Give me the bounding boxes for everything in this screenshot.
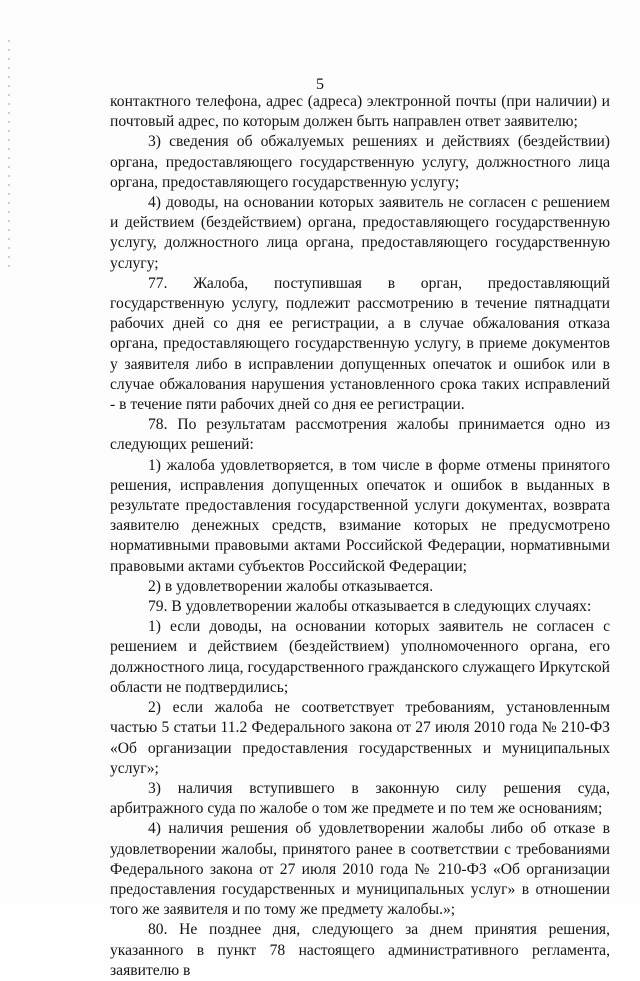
paragraph-78-item-1: 1) жалоба удовлетворяется, в том числе в форме отмены принятого решения, исправления допущенных опечаток и ошибок в выданных в результате предоставления государственной услуги документах, возврата заявителю денежных средств, взимание которых не предусмотрено нормативными правовыми актами Российской Федерации, нормативными правовыми актами субъектов Российской Федерации; — [110, 456, 610, 575]
document-body — [110, 92, 610, 981]
paragraph-78: 78. По результатам рассмотрения жалобы принимается одно из следующих решений: — [110, 416, 610, 454]
paragraph-continuation: контактного телефона, адрес (адреса) электронной почты (при наличии) и почтовый адрес, по которым должен быть направлен ответ заявителю; — [110, 93, 610, 131]
paragraph-item-3: 3) сведения об обжалуемых решениях и действиях (бездействии) органа, предоставляющего государственную услугу, должностного лица органа, предоставляющего государственную услугу; — [110, 133, 610, 191]
paragraph-item-4: 4) доводы, на основании которых заявитель не согласен с решением и действием (бездействием) органа, предоставляющего государственную услугу, должностного лица органа, предоставляющего государственную услугу; — [110, 194, 610, 272]
paragraph-79-item-2: 2) если жалоба не соответствует требованиям, установленным частью 5 статьи 11.2 Федерального закона от 27 июля 2010 года № 210-ФЗ «Об организации предоставления государственных и муниципальных услуг»; — [110, 699, 610, 777]
scan-edge-mark — [8, 40, 10, 270]
paragraph-79-item-3: 3) наличия вступившего в законную силу решения суда, арбитражного суда по жалобе о том же предмете и по тем же основаниям; — [110, 779, 610, 818]
paragraph-79: 79. В удовлетворении жалобы отказывается в следующих случаях: — [148, 598, 592, 616]
paragraph-79-item-4: 4) наличия решения об удовлетворении жалобы либо об отказе в удовлетворении жалобы, принятого ранее в соответствии с требованиями Федерального закона от 27 июля 2010 года № 210-ФЗ «Об организации предоставления государственных и муниципальных услуг» в отношении того же заявителя и по тому же предмету жалобы.»; — [110, 820, 610, 919]
page-number: 5 — [316, 76, 324, 93]
paragraph-77: 77. Жалоба, поступившая в орган, предоставляющий государственную услугу, подлежит рассмотрению в течение пятнадцати рабочих дней со дня ее регистрации, а в случае обжалования отказа органа, предоставляющего государственную услугу, в приеме документов у заявителя либо в исправлении допущенных опечаток и ошибок или в случае обжалования нарушения установленного срока таких исправлений - в течение пяти рабочих дней со дня ее регистрации. — [110, 274, 610, 414]
paragraph-80: 80. Не позднее дня, следующего за днем принятия решения, указанного в пункт 78 настоящего административного регламента, заявителю в — [110, 921, 610, 979]
paragraph-79-item-1: 1) если доводы, на основании которых заявитель не согласен с решением и действием (бездействием) уполномоченного органа, его должностного лица, государственного гражданского служащего Иркутской области не подтвердились; — [110, 618, 610, 696]
paragraph-78-item-2: 2) в удовлетворении жалобы отказывается. — [148, 577, 434, 595]
